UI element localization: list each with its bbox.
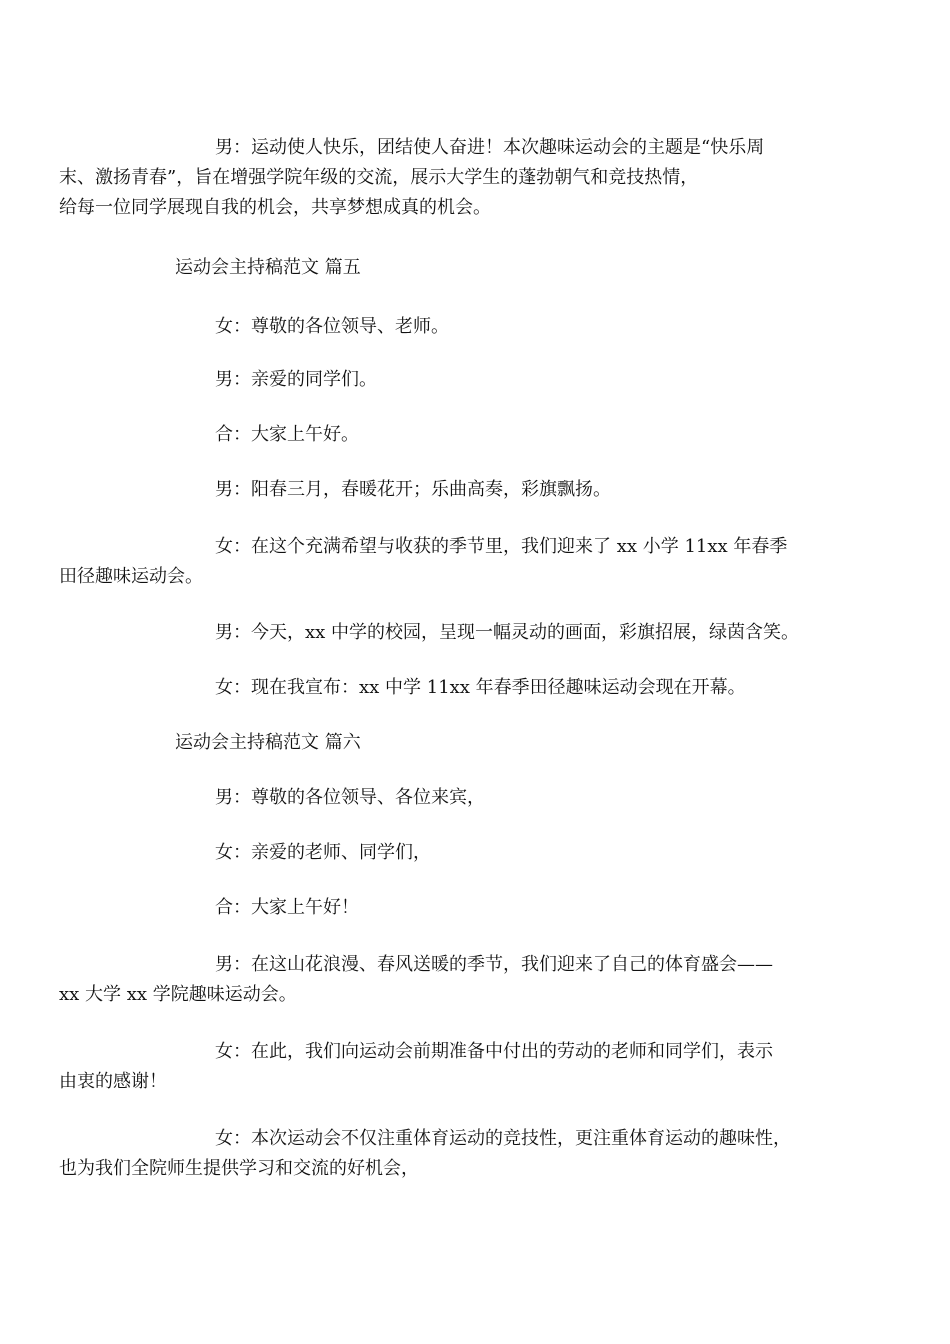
paragraph-line: 给每一位同学展现自我的机会，共享梦想成真的机会。 [59, 197, 491, 218]
paragraph-line-item: 男：尊敬的各位领导、各位来宾， [215, 787, 485, 808]
paragraph-multiline [59, 1037, 827, 1097]
paragraph-line: xx 大学 xx 学院趣味运动会。 [59, 984, 297, 1005]
paragraph-line-item: 合：大家上午好。 [215, 424, 359, 445]
paragraph-multiline [59, 950, 827, 1010]
section-heading-6: 运动会主持稿范文 篇六 [175, 732, 361, 753]
paragraph-line-item: 女：现在我宣布：xx 中学 11xx 年春季田径趣味运动会现在开幕。 [215, 677, 746, 698]
paragraph-line: 男：在这山花浪漫、春风送暖的季节，我们迎来了自己的体育盛会—— [215, 954, 773, 975]
paragraph-line-item: 女：尊敬的各位领导、老师。 [215, 316, 449, 337]
paragraph-line-item: 男：阳春三月，春暖花开；乐曲高奏，彩旗飘扬。 [215, 479, 611, 500]
paragraph-line: 田径趣味运动会。 [59, 566, 203, 587]
paragraph-line: 女：本次运动会不仅注重体育运动的竞技性，更注重体育运动的趣味性， [215, 1128, 791, 1149]
paragraph-line: 末、激扬青春”，旨在增强学院年级的交流，展示大学生的蓬勃朝气和竞技热情， [59, 167, 699, 188]
paragraph-line: 也为我们全院师生提供学习和交流的好机会， [59, 1158, 419, 1179]
paragraph-line-item: 男：今天，xx 中学的校园，呈现一幅灵动的画面，彩旗招展，绿茵含笑。 [215, 622, 800, 643]
paragraph-line: 女：在这个充满希望与收获的季节里，我们迎来了 xx 小学 11xx 年春季 [215, 536, 788, 557]
paragraph-line-item: 女：亲爱的老师、同学们， [215, 842, 431, 863]
section-heading-5: 运动会主持稿范文 篇五 [175, 257, 361, 278]
paragraph-multiline [59, 532, 827, 592]
paragraph-line: 男：运动使人快乐，团结使人奋进！本次趣味运动会的主题是“快乐周 [215, 137, 765, 158]
paragraph-line-item: 合：大家上午好！ [215, 897, 359, 918]
paragraph-line: 女：在此，我们向运动会前期准备中付出的劳动的老师和同学们，表示 [215, 1041, 773, 1062]
paragraph-multiline [59, 1124, 827, 1184]
paragraph-intro [59, 133, 827, 223]
paragraph-line: 由衷的感谢！ [59, 1071, 167, 1092]
paragraph-line-item: 男：亲爱的同学们。 [215, 369, 377, 390]
